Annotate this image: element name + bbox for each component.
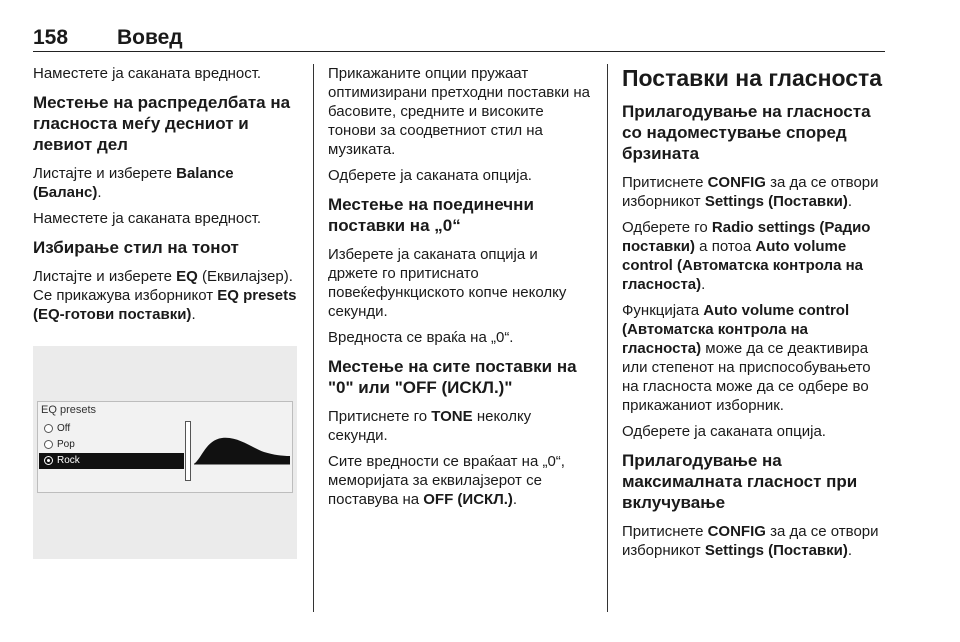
subheading: Местење на сите поставки на "0" или "OFF (ИСКЛ.)" (328, 357, 577, 397)
eq-presets-figure (33, 346, 297, 559)
paragraph: Функцијата Auto volume control (Автоматска контрола на гласноста) може да се деактивира или степенот на приспособувањето на гласноста може да се одбере во прикажаниот изборник. (622, 302, 871, 414)
eq-option-pop[interactable]: Pop (39, 437, 184, 453)
paragraph: Одберете ја саканата опција. (328, 167, 532, 184)
paragraph: Вредноста се враќа на „0“. (328, 329, 514, 346)
screen-title: EQ presets (41, 404, 97, 416)
paragraph: Наместете ја саканата вредност. (33, 210, 262, 227)
subheading: Местење на поединечни поставки на „0“ (328, 195, 534, 235)
scrollbar[interactable] (185, 421, 191, 481)
radio-icon (44, 424, 53, 433)
paragraph: Притиснете CONFIG за да се отвори изборникот Settings (Поставки). (622, 523, 879, 559)
paragraph: Изберете ја саканата опција и држете го притиснато повеќефункциското копче неколку секунди. (328, 246, 567, 320)
paragraph: Одберете го Radio settings (Радио поставки) а потоа Auto volume control (Автоматска контрола на гласноста). (622, 219, 871, 293)
paragraph: Сите вредности се враќаат на „0“, меморијата за еквилајзерот се поставува на OFF (ИСКЛ.). (328, 453, 565, 508)
paragraph: Притиснете го TONE неколку секунди. (328, 408, 532, 444)
paragraph: Прикажаните опции пружаат оптимизирани претходни поставки на басовите, средните и високите тонови за соодветниот стил на музиката. (328, 65, 590, 158)
column-left (33, 64, 301, 331)
section-title: Вовед (117, 26, 183, 49)
subheading: Избирање стил на тонот (33, 238, 239, 257)
eq-presets-screen (37, 401, 293, 493)
radio-selected-icon (44, 456, 53, 465)
column-divider (313, 64, 314, 612)
subheading: Местење на распределбата на гласноста меѓу десниот и левиот дел (33, 93, 291, 154)
subheading: Прилагодување на гласноста со надоместување според брзината (622, 102, 871, 163)
section-heading: Поставки на гласноста (622, 65, 883, 91)
paragraph: Одберете ја саканата опција. (622, 423, 826, 440)
paragraph: Листајте и изберете Balance (Баланс). (33, 165, 234, 201)
column-middle (328, 64, 590, 516)
page-number: 158 (33, 26, 69, 49)
eq-options-list (39, 421, 184, 469)
page-header (33, 22, 885, 52)
eq-curve-graphic (194, 418, 290, 478)
eq-option-off[interactable]: Off (39, 421, 184, 437)
paragraph: Наместете ја саканата вредност. (33, 65, 262, 82)
column-right (622, 64, 888, 567)
eq-option-rock[interactable]: Rock (39, 453, 184, 469)
subheading: Прилагодување на максималната гласност при вклучување (622, 451, 858, 512)
radio-icon (44, 440, 53, 449)
paragraph: Притиснете CONFIG за да се отвори изборникот Settings (Поставки). (622, 174, 879, 210)
paragraph: Листајте и изберете EQ (Еквилајзер). Се прикажува изборникот EQ presets (EQ-готови поставки). (33, 268, 297, 323)
column-divider (607, 64, 608, 612)
